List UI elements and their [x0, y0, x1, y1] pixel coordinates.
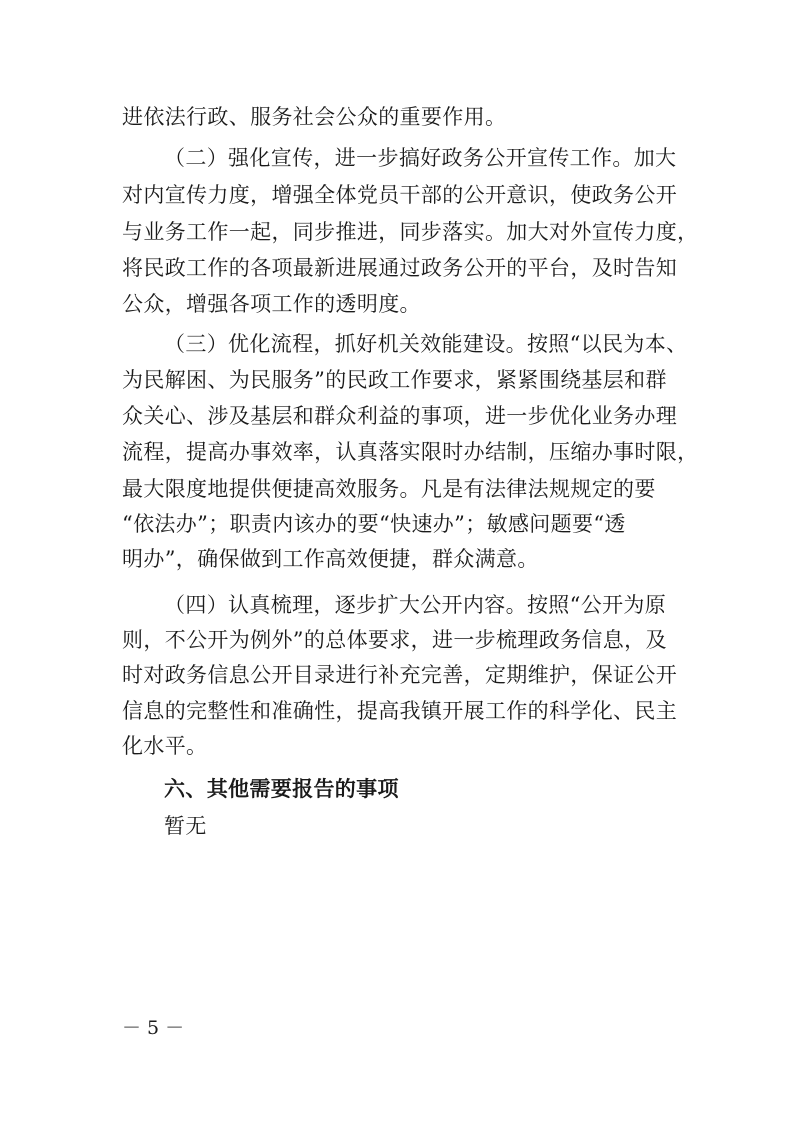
paragraph-line: 为民解困、为民服务”的民政工作要求，紧紧围绕基层和群	[122, 368, 667, 392]
paragraph-line: 将民政工作的各项最新进展通过政务公开的平台，及时告知	[122, 256, 678, 280]
paragraph-line: 对内宣传力度，增强全体党员干部的公开意识，使政务公开	[122, 183, 678, 207]
paragraph-line: （二）强化宣传，进一步搞好政务公开宣传工作。加大	[164, 146, 677, 170]
paragraph-line: （三）优化流程，抓好机关效能建设。按照“以民为本、	[164, 332, 688, 356]
paragraph-line: 与业务工作一起，同步推进，同步落实。加大对外宣传力度，	[122, 220, 699, 244]
paragraph-line: 明办”，确保做到工作高效便捷，群众满意。	[122, 547, 539, 571]
paragraph-line: 时对政务信息公开目录进行补充完善，定期维护，保证公开	[122, 663, 678, 687]
paragraph-line: 则，不公开为例外”的总体要求，进一步梳理政务信息，及	[122, 628, 667, 652]
paragraph-line: 流程，提高办事效率，认真落实限时办结制，压缩办事时限，	[122, 440, 699, 464]
paragraph-line: 公众，增强各项工作的透明度。	[122, 292, 421, 316]
paragraph-line: （四）认真梳理，逐步扩大公开内容。按照“公开为原	[164, 593, 667, 617]
paragraph-line: 最大限度地提供便捷高效服务。凡是有法律法规规定的要	[122, 477, 656, 501]
paragraph-line: “依法办”；职责内该办的要“快速办”；敏感问题要“透	[122, 512, 626, 536]
paragraph-line: 信息的完整性和准确性，提高我镇开展工作的科学化、民主	[122, 699, 678, 723]
paragraph-line: 进依法行政、服务社会公众的重要作用。	[122, 105, 507, 129]
page-number: － 5 －	[122, 1017, 185, 1039]
paragraph-line: 暂无	[164, 814, 207, 838]
paragraph-line: 众关心、涉及基层和群众利益的事项，进一步优化业务办理	[122, 404, 678, 428]
section-heading: 六、其他需要报告的事项	[164, 776, 399, 801]
paragraph-line: 化水平。	[122, 734, 208, 758]
